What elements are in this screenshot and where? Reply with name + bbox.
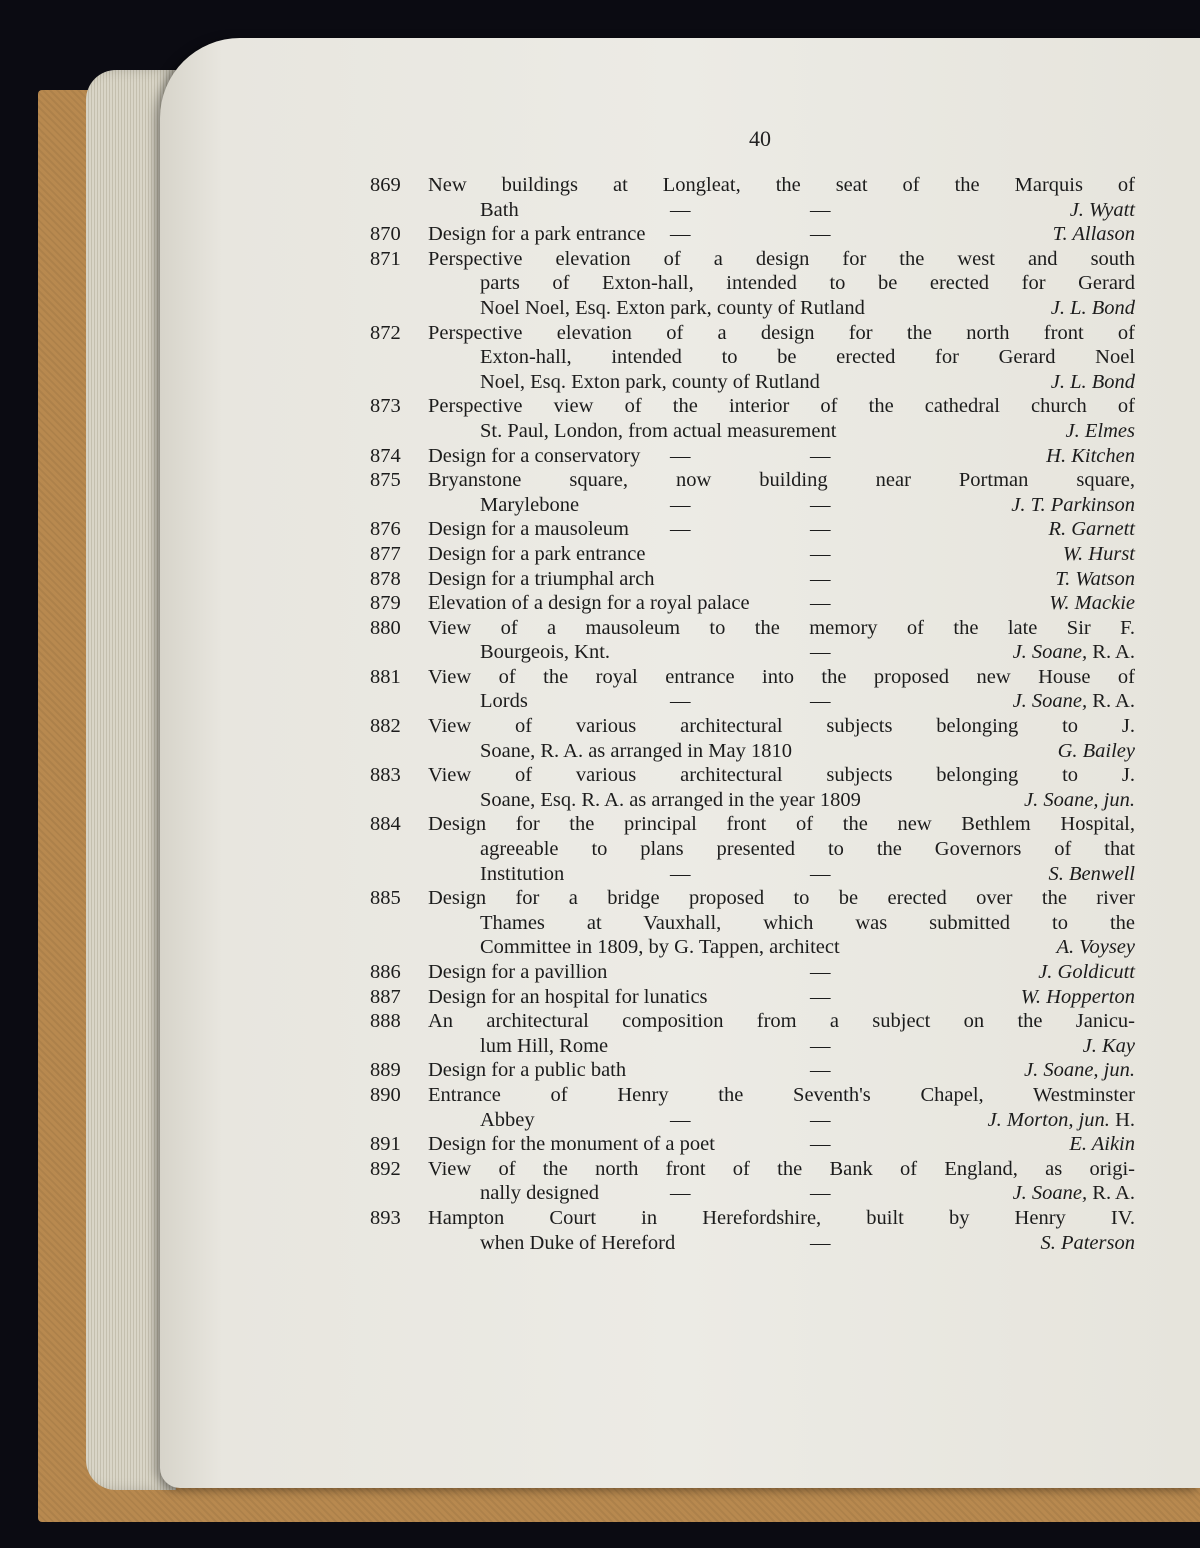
entry-line (370, 1108, 1135, 1133)
leader-dash: — (810, 518, 831, 541)
entry-number: 893 (370, 1206, 401, 1229)
catalogue-entry (370, 222, 1135, 247)
artist-name: J. Soane, (1012, 641, 1088, 664)
entry-line (370, 1206, 1135, 1231)
artist-suffix: R. A. (1087, 690, 1135, 713)
entry-artist (1046, 444, 1135, 469)
leader-dash: — (810, 542, 831, 565)
entry-artist (1024, 788, 1135, 813)
leader-dash: — (810, 1059, 831, 1082)
catalogue-entry (370, 1009, 1135, 1058)
entry-artist (1063, 542, 1135, 567)
catalogue-entry (370, 321, 1135, 395)
leader-dash: — (670, 444, 691, 467)
entry-line (370, 444, 1135, 469)
entry-text: Design for the principal front of the new Bethlem Hospital, (428, 813, 1135, 836)
artist-suffix: H. (1109, 1108, 1135, 1131)
entry-text: Thames at Vauxhall, which was submitted to the (480, 911, 1135, 934)
entry-text: Design for a bridge proposed to be erected over the river (428, 887, 1135, 910)
entry-line (370, 788, 1135, 813)
entry-number: 878 (370, 567, 401, 590)
leader-dash: — (810, 444, 831, 467)
entry-number: 877 (370, 542, 401, 565)
entry-line (370, 271, 1135, 296)
artist-name: T. Allason (1052, 223, 1135, 246)
entry-line (370, 173, 1135, 198)
entry-line (370, 714, 1135, 739)
entry-text: Design for a park entrance (428, 542, 646, 565)
entry-text: Design for a park entrance (428, 223, 646, 246)
entry-number: 885 (370, 887, 401, 910)
artist-name: J. Goldicutt (1038, 961, 1135, 983)
catalogue-entry (370, 247, 1135, 321)
leader-dash: — (670, 518, 691, 541)
catalogue-entry (370, 960, 1135, 985)
entry-text: Perspective elevation of a design for the west and south (428, 247, 1135, 270)
entry-line (370, 222, 1135, 247)
entry-artist (1040, 1231, 1135, 1256)
entry-line (370, 247, 1135, 272)
entry-text: Committee in 1809, by G. Tappen, architect (480, 936, 840, 959)
entry-artist (1069, 1132, 1135, 1157)
entry-number: 884 (370, 813, 401, 836)
leader-dash: — (810, 198, 831, 221)
entry-line (370, 321, 1135, 346)
leader-dash: — (810, 641, 831, 664)
artist-name: J. L. Bond (1050, 370, 1135, 393)
entry-text: View of various architectural subjects belonging to J. (428, 715, 1135, 738)
entry-line (370, 812, 1135, 837)
entry-line (370, 1181, 1135, 1206)
catalogue-entry (370, 985, 1135, 1010)
entry-text: Bryanstone square, now building near Portman square, (428, 469, 1135, 492)
artist-name: R. Garnett (1048, 518, 1135, 541)
entry-artist (1024, 1058, 1135, 1083)
entry-artist (1070, 198, 1135, 223)
leader-dash: — (810, 592, 831, 615)
entry-line (370, 640, 1135, 665)
catalogue-entry (370, 444, 1135, 469)
leader-dash: — (670, 690, 691, 713)
entry-text: agreeable to plans presented to the Governors of that (480, 838, 1135, 861)
entry-text: Bourgeois, Knt. (480, 641, 611, 664)
entry-artist (1056, 935, 1135, 960)
catalogue-entry (370, 886, 1135, 960)
entry-text: View of a mausoleum to the memory of the late Sir F. (428, 616, 1135, 639)
entry-number: 891 (370, 1133, 401, 1156)
entry-text: Noel Noel, Esq. Exton park, county of Rutland (480, 296, 865, 319)
entry-text: Perspective view of the interior of the cathedral church of (428, 395, 1135, 418)
entry-line (370, 345, 1135, 370)
catalogue-entry (370, 173, 1135, 222)
entry-line (370, 542, 1135, 567)
entry-text: Elevation of a design for a royal palace (428, 592, 750, 615)
entry-text: Design for the monument of a poet (428, 1133, 715, 1156)
artist-name: A. Voysey (1056, 936, 1135, 959)
catalogue-entry (370, 1083, 1135, 1132)
artist-suffix: R. A. (1087, 1182, 1135, 1205)
leader-dash: — (810, 1231, 831, 1254)
catalogue-entry (370, 665, 1135, 714)
catalogue-entry (370, 542, 1135, 567)
catalogue-entry (370, 616, 1135, 665)
artist-name: J. Soane, jun. (1023, 1059, 1135, 1082)
entry-number: 887 (370, 985, 401, 1008)
entry-line (370, 1132, 1135, 1157)
entry-line (370, 616, 1135, 641)
entry-line (370, 1157, 1135, 1182)
artist-name: T. Watson (1055, 567, 1135, 590)
leader-dash: — (810, 1034, 831, 1057)
entry-artist (1013, 689, 1135, 714)
entry-text: Exton-hall, intended to be erected for Gerard Noel (480, 346, 1135, 369)
entry-number: 883 (370, 764, 401, 787)
entry-line (370, 763, 1135, 788)
catalogue-entry (370, 394, 1135, 443)
entry-line (370, 493, 1135, 518)
entry-text: Marylebone (480, 493, 580, 516)
entry-artist (1051, 296, 1135, 321)
artist-name: J. Soane, jun. (1023, 788, 1135, 811)
entry-line (370, 837, 1135, 862)
entry-line (370, 567, 1135, 592)
entry-line (370, 739, 1135, 764)
entry-number: 888 (370, 1010, 401, 1033)
entry-text: View of the north front of the Bank of England, as origi- (428, 1157, 1135, 1180)
artist-name: J. Elmes (1065, 419, 1135, 442)
entry-number: 872 (370, 321, 401, 344)
leader-dash: — (810, 1133, 831, 1156)
entry-artist (1013, 1181, 1135, 1206)
entry-text: Lords (480, 690, 528, 713)
leader-dash: — (670, 198, 691, 221)
entry-artist (1038, 960, 1135, 985)
entry-line (370, 689, 1135, 714)
artist-name: W. Mackie (1049, 592, 1135, 615)
entry-number: 892 (370, 1157, 401, 1180)
entry-number: 879 (370, 592, 401, 615)
catalogue-entry (370, 812, 1135, 886)
leader-dash: — (670, 223, 691, 246)
catalogue-entry (370, 591, 1135, 616)
entry-line (370, 960, 1135, 985)
entry-text: Design for a triumphal arch (428, 567, 655, 590)
leader-dash: — (670, 862, 691, 885)
entry-artist (1048, 517, 1135, 542)
entry-number: 876 (370, 518, 401, 541)
entry-text: View of the royal entrance into the proposed new House of (428, 665, 1135, 688)
catalogue-entry (370, 1206, 1135, 1255)
entry-line (370, 1009, 1135, 1034)
entry-line (370, 862, 1135, 887)
entry-artist (1051, 370, 1135, 395)
artist-name: S. Paterson (1040, 1231, 1135, 1254)
entry-line (370, 1231, 1135, 1256)
entry-number: 880 (370, 616, 401, 639)
leader-dash: — (810, 1108, 831, 1131)
entry-line (370, 296, 1135, 321)
entry-number: 881 (370, 665, 401, 688)
entry-artist (1011, 493, 1135, 518)
leader-dash: — (810, 985, 831, 1008)
entry-text: Noel, Esq. Exton park, county of Rutland (480, 370, 820, 393)
entry-line (370, 517, 1135, 542)
entry-artist (1058, 739, 1135, 764)
entry-text: Design for a public bath (428, 1059, 627, 1082)
entry-text: Design for an hospital for lunatics (428, 985, 708, 1008)
artist-suffix: R. A. (1087, 641, 1135, 664)
entry-number: 886 (370, 961, 401, 983)
entry-line (370, 985, 1135, 1010)
entry-artist (1083, 1034, 1135, 1059)
entry-text: Bath (480, 198, 519, 221)
artist-name: J. L. Bond (1050, 296, 1135, 319)
artist-name: W. Hopperton (1020, 985, 1135, 1008)
entry-text: New buildings at Longleat, the seat of the Marquis of (428, 174, 1135, 196)
artist-name: J. Morton, jun. (987, 1108, 1110, 1131)
leader-dash: — (810, 223, 831, 246)
entry-artist (988, 1108, 1135, 1133)
leader-dash: — (810, 862, 831, 885)
entry-text: Soane, Esq. R. A. as arranged in the year 1809 (480, 788, 861, 811)
catalogue-entry (370, 763, 1135, 812)
entry-text: Soane, R. A. as arranged in May 1810 (480, 739, 792, 762)
entry-text: Entrance of Henry the Seventh's Chapel, Westminster (428, 1083, 1135, 1106)
artist-name: J. Wyatt (1069, 198, 1135, 221)
entry-text: An architectural composition from a subject on the Janicu- (428, 1010, 1135, 1033)
entry-line (370, 468, 1135, 493)
catalogue-entry (370, 1132, 1135, 1157)
entry-line (370, 911, 1135, 936)
entry-line (370, 394, 1135, 419)
entry-text: View of various architectural subjects belonging to J. (428, 764, 1135, 787)
entry-number: 871 (370, 247, 401, 270)
entry-number: 874 (370, 444, 401, 467)
artist-name: S. Benwell (1048, 862, 1135, 885)
entry-text: lum Hill, Rome (480, 1034, 609, 1057)
entry-text: Abbey (480, 1108, 535, 1131)
entry-text: nally designed (480, 1182, 599, 1205)
leader-dash: — (810, 961, 831, 983)
catalogue-entry (370, 517, 1135, 542)
catalogue-entry (370, 468, 1135, 517)
catalogue-entry (370, 1058, 1135, 1083)
leader-dash: — (810, 493, 831, 516)
entry-line (370, 935, 1135, 960)
page-number: 40 (749, 126, 771, 151)
artist-name: J. Soane, (1012, 1182, 1088, 1205)
artist-name: H. Kitchen (1046, 444, 1135, 467)
artist-name: J. Kay (1082, 1034, 1135, 1057)
entry-number: 882 (370, 715, 401, 738)
entry-line (370, 370, 1135, 395)
artist-name: J. Soane, (1012, 690, 1088, 713)
artist-name: J. T. Parkinson (1011, 493, 1135, 516)
entry-text: when Duke of Hereford (480, 1231, 676, 1254)
entry-artist (1048, 862, 1135, 887)
entry-text: Hampton Court in Herefordshire, built by Henry IV. (428, 1206, 1135, 1229)
entry-number: 869 (370, 174, 401, 196)
artist-name: G. Bailey (1057, 739, 1135, 762)
leader-dash: — (810, 690, 831, 713)
entry-text: St. Paul, London, from actual measurement (480, 419, 837, 442)
entry-number: 890 (370, 1083, 401, 1106)
artist-name: E. Aikin (1069, 1133, 1135, 1156)
catalogue-entry (370, 714, 1135, 763)
leader-dash: — (670, 1108, 691, 1131)
leader-dash: — (810, 567, 831, 590)
entry-artist (1066, 419, 1135, 444)
catalogue-list (370, 173, 1135, 1255)
entry-text: Perspective elevation of a design for the north front of (428, 321, 1135, 344)
entry-text: Design for a conservatory (428, 444, 641, 467)
entry-artist (1021, 985, 1135, 1010)
entry-artist (1055, 567, 1135, 592)
entry-line (370, 591, 1135, 616)
entry-line (370, 1083, 1135, 1108)
leader-dash: — (670, 493, 691, 516)
entry-text: parts of Exton-hall, intended to be erected for Gerard (480, 272, 1135, 295)
entry-text: Design for a pavillion (428, 961, 608, 983)
entry-number: 889 (370, 1059, 401, 1082)
entry-line (370, 419, 1135, 444)
artist-name: W. Hurst (1062, 542, 1135, 565)
leader-dash: — (670, 1182, 691, 1205)
entry-line (370, 198, 1135, 223)
leader-dash: — (810, 1182, 831, 1205)
entry-line (370, 665, 1135, 690)
entry-number: 875 (370, 469, 401, 492)
entry-text: Institution (480, 862, 565, 885)
entry-line (370, 1034, 1135, 1059)
entry-artist (1053, 222, 1135, 247)
entry-text: Design for a mausoleum (428, 518, 629, 541)
entry-line (370, 1058, 1135, 1083)
entry-artist (1049, 591, 1135, 616)
entry-number: 873 (370, 395, 401, 418)
entry-artist (1013, 640, 1135, 665)
entry-line (370, 886, 1135, 911)
entry-number: 870 (370, 223, 401, 246)
catalogue-entry (370, 1157, 1135, 1206)
catalogue-entry (370, 567, 1135, 592)
